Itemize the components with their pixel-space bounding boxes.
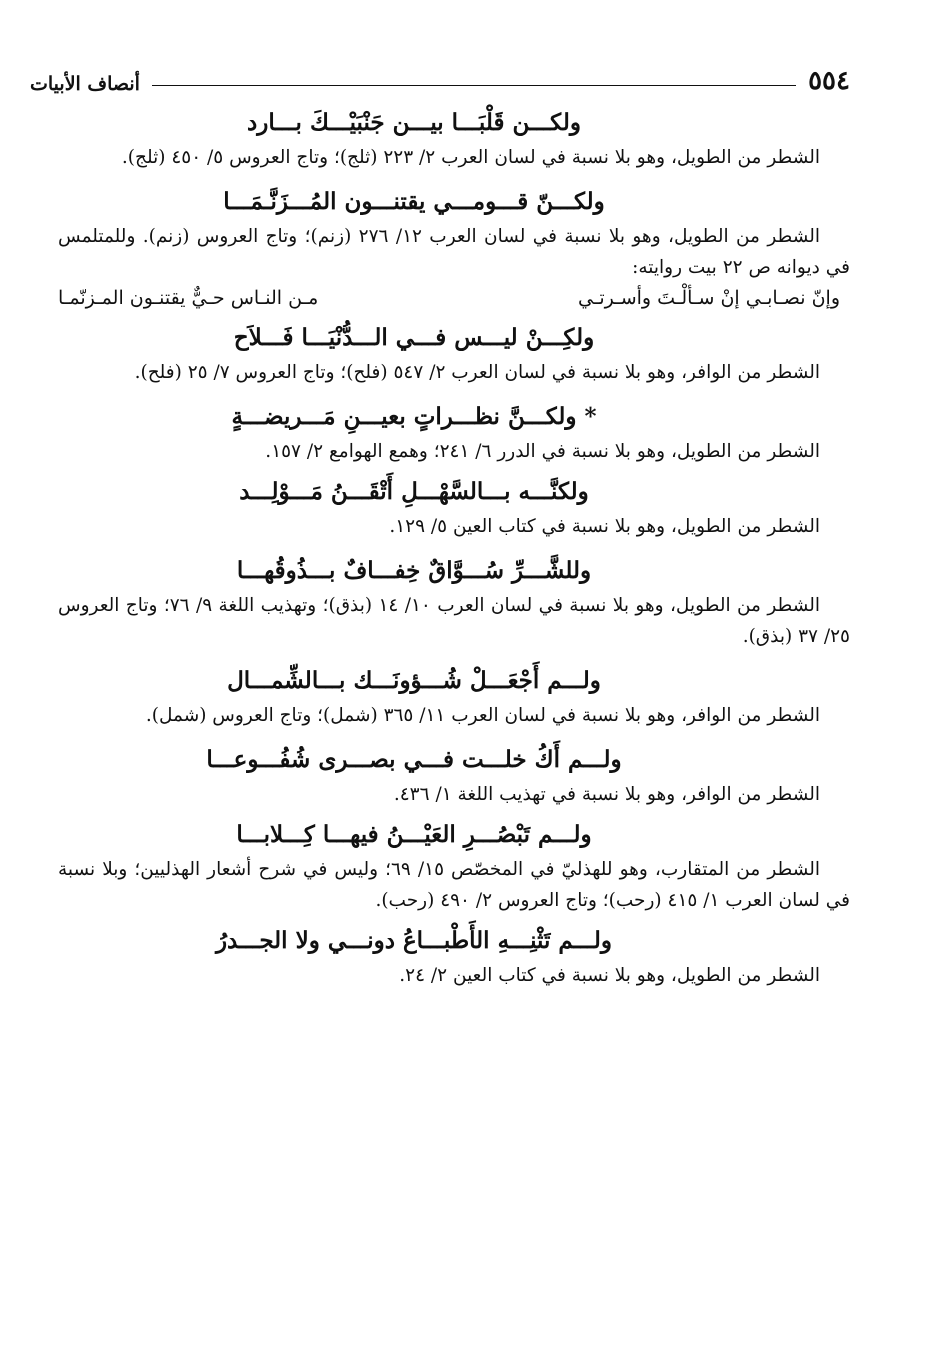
verse-note: الشطر من الطويل، وهو بلا نسبة في لسان العرب ١٢/ ٢٧٦ (زنم)؛ وتاج العروس (زنم). وللمتلمس في ديوانه ص ٢٢ بيت روايته: (58, 226, 850, 278)
page-number: ٥٥٤ (808, 66, 850, 96)
verse-hemistich: ولـــم أَكُ خلـــت فـــي بصـــرى شُفُـــوعـــا (206, 746, 622, 773)
verse-hemistich: ولـــم أَجْعَـــلْ شُـــؤونَـــك بـــالشِّمـــال (227, 667, 601, 694)
quoted-couplet (58, 283, 840, 313)
verse-hemistich: * ولكـــنَّ نظـــراتٍ بعيـــنِ مَـــريضـــةٍ (231, 403, 597, 430)
verse-hemistich: ولكِـــنْ ليـــس فـــي الـــدُّنْيَـــا فَـــلاَح (233, 324, 595, 351)
verse-hemistich: ولكـــنّ قـــومـــي يقتنـــون المُـــزَنَّـمَـــا (223, 188, 605, 215)
entry-7 (58, 662, 850, 731)
verse-note: الشطر من المتقارب، وهو للهذليّ في المخصّص ١٥/ ٦٩؛ وليس في شرح أشعار الهذليين؛ وبلا نسبة في لسان العرب ١/ ٤١٥ (رحب)؛ وتاج العروس ٢/ ٤٩٠ (رحب). (58, 859, 850, 911)
verse-hemistich: ولكنَّـــه بـــالسَّهْـــلِ أَتْقَـــنُ مَـــوْلِـــد (239, 478, 589, 505)
entry-10 (58, 922, 850, 991)
verse-hemistich: ولـــم تَبْصُـــرِ العَيْـــنُ فيهـــا كِـــلابـــا (236, 821, 592, 848)
verse-note: الشطر من الطويل، وهو بلا نسبة في كتاب العين ٥/ ١٢٩. (389, 516, 820, 537)
verse-note: الشطر من الطويل، وهو بلا نسبة في لسان العرب ١٠/ ١٤ (بذق)؛ وتهذيب اللغة ٩/ ٧٦؛ وتاج العروس ٢٥/ ٣٧ (بذق). (58, 595, 850, 647)
entry-2 (58, 183, 850, 313)
verse-hemistich: ولـــم تَثْنِـــهِ الأَطْبـــاعُ دونـــي ولا الجـــدرُ (215, 927, 613, 954)
verse-note: الشطر من الوافر، وهو بلا نسبة في لسان العرب ٢/ ٥٤٧ (فلح)؛ وتاج العروس ٧/ ٢٥ (فلح). (134, 362, 820, 383)
entry-4 (58, 398, 850, 467)
entry-1 (58, 104, 850, 173)
header-rule (152, 85, 796, 86)
couplet-second-half: مـن النـاس حـيٌّ يقتنـون المـزنّمـا (58, 287, 319, 309)
verse-hemistich: ولكـــن قَلْبَـــا بيـــن جَنْبَيْـــكَ بـــارد (246, 109, 582, 136)
verse-note: الشطر من الوافر، وهو بلا نسبة في لسان العرب ١١/ ٣٦٥ (شمل)؛ وتاج العروس (شمل). (145, 705, 820, 726)
entry-5 (58, 473, 850, 542)
entry-8 (58, 741, 850, 810)
verse-note: الشطر من الطويل، وهو بلا نسبة في كتاب العين ٢/ ٢٤. (399, 965, 820, 986)
running-head: أنصاف الأبيات (30, 73, 140, 95)
couplet-first-half: وإنّ نصـابـي إنْ سـألْـتَ وأسـرتـي (577, 287, 840, 309)
verse-hemistich: وللشَّـــرِّ سُـــوَّاقٌ خِفـــافٌ بـــذُوقُهـــا (236, 557, 592, 584)
verse-note: الشطر من الوافر، وهو بلا نسبة في تهذيب اللغة ١/ ٤٣٦. (393, 784, 820, 805)
page-body (58, 104, 850, 997)
entry-3 (58, 319, 850, 388)
entry-9 (58, 816, 850, 916)
verse-note: الشطر من الطويل، وهو بلا نسبة في الدرر ٦/ ٢٤١؛ وهمع الهوامع ٢/ ١٥٧. (265, 441, 820, 462)
entry-6 (58, 552, 850, 652)
verse-note: الشطر من الطويل، وهو بلا نسبة في لسان العرب ٢/ ٢٢٣ (ثلج)؛ وتاج العروس ٥/ ٤٥٠ (ثلج). (121, 147, 820, 168)
page-header (30, 58, 850, 94)
